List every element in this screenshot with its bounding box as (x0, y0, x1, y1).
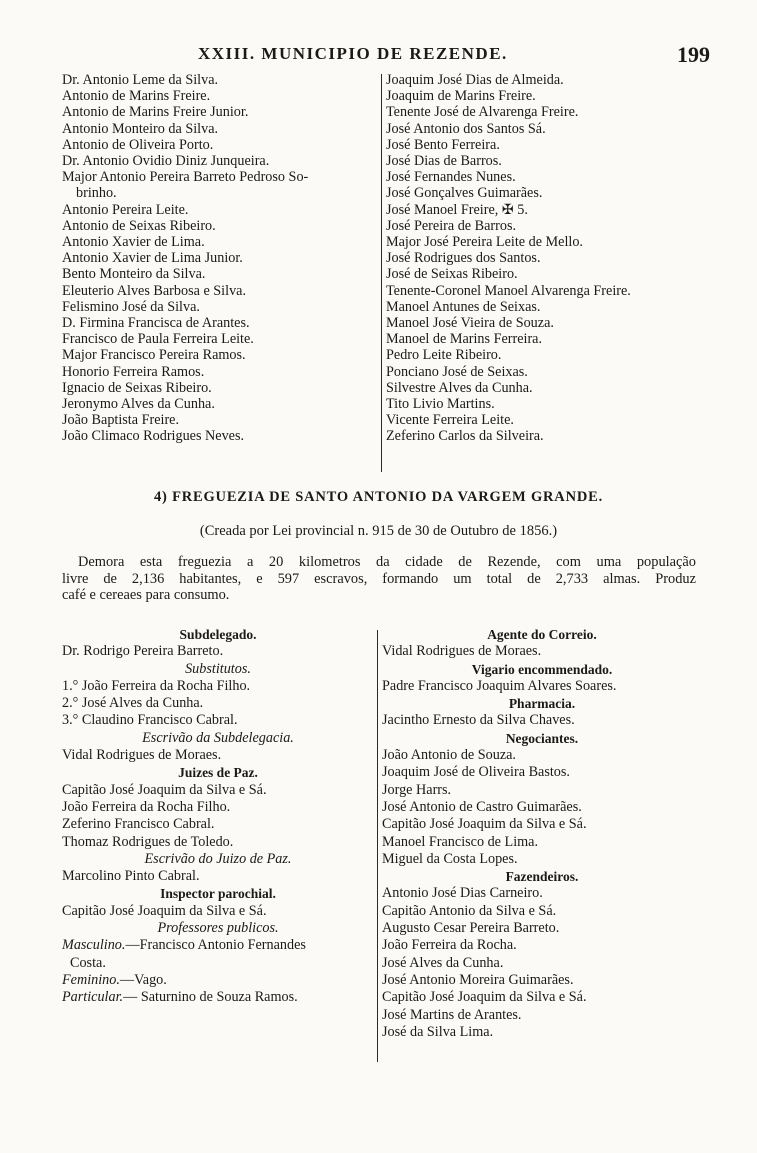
negociante-item: Jorge Harrs. (382, 781, 452, 798)
masculino-value: —Francisco Antonio Fernandes (125, 937, 306, 954)
list-item: Dr. Antonio Ovidio Diniz Junqueira. (62, 153, 270, 170)
list-item: Jeronymo Alves da Cunha. (62, 396, 215, 413)
list-item: Pedro Leite Ribeiro. (386, 347, 502, 364)
agente-heading: Agente do Correio. (487, 627, 597, 642)
fazendeiros-heading: Fazendeiros. (505, 869, 579, 885)
fazendeiro-item: João Ferreira da Rocha. (382, 937, 517, 954)
officials-right-column (382, 626, 702, 1041)
negociante-item: João Antonio de Souza. (382, 747, 516, 764)
fazendeiro-item: José da Silva Lima. (382, 1023, 494, 1040)
agente-name: Vidal Rodrigues de Moraes. (382, 643, 542, 660)
list-item: José Manoel Freire, ✠ 5. (386, 201, 528, 218)
vigario-name: Padre Francisco Joaquim Alvares Soares. (382, 677, 617, 694)
feminino-label: Feminino. (62, 971, 120, 988)
list-item: Tenente José de Alvarenga Freire. (386, 104, 579, 121)
negociante-item: Capitão José Joaquim da Silva e Sá. (382, 816, 587, 833)
escrivao-subdelegacia-name: Vidal Rodrigues de Moraes. (62, 747, 222, 764)
list-item: José Gonçalves Guimarães. (386, 185, 543, 202)
negociante-item: Joaquim José de Oliveira Bastos. (382, 764, 570, 781)
list-item: Major José Pereira Leite de Mello. (386, 234, 583, 251)
fazendeiro-item: José Martins de Arantes. (382, 1006, 522, 1023)
list-item: Tenente-Coronel Manoel Alvarenga Freire. (386, 282, 631, 299)
list-item: Antonio de Oliveira Porto. (62, 136, 214, 153)
list-item: Antonio de Marins Freire Junior. (62, 104, 249, 121)
page-number: 199 (677, 42, 710, 67)
paragraph-line: Demora esta freguezia a 20 kilometros da cidade de Rezende, com uma população (78, 554, 696, 570)
fazendeiro-item: Capitão Antonio da Silva e Sá. (382, 902, 557, 919)
list-item: João Baptista Freire. (62, 412, 180, 429)
vigario-heading: Vigario encommendado. (471, 661, 613, 677)
list-item: Ignacio de Seixas Ribeiro. (62, 379, 212, 396)
subdelegado-heading: Subdelegado. (179, 627, 257, 642)
list-item: Zeferino Carlos da Silveira. (386, 428, 544, 445)
professor-masculino-continuation: Costa. (70, 954, 106, 971)
list-item: Antonio Xavier de Lima Junior. (62, 250, 243, 267)
top-right-column (386, 72, 706, 445)
list-item: João Climaco Rodrigues Neves. (62, 428, 245, 445)
list-item: José de Seixas Ribeiro. (386, 266, 518, 283)
list-item: Joaquim José Dias de Almeida. (386, 72, 564, 88)
pharmacia-heading: Pharmacia. (508, 696, 576, 712)
list-item: José Fernandes Nunes. (386, 169, 516, 186)
negociantes-heading: Negociantes. (505, 730, 579, 746)
fazendeiro-item: Augusto Cesar Pereira Barreto. (382, 920, 560, 937)
substituto-item: 3.° Claudino Francisco Cabral. (62, 712, 238, 729)
list-item: Major Antonio Pereira Barreto Pedroso So- (62, 169, 309, 186)
list-item: Antonio de Seixas Ribeiro. (62, 217, 216, 234)
escrivao-subdelegacia-heading: Escrivão da Subdelegacia. (142, 729, 294, 746)
list-item: José Bento Ferreira. (386, 136, 500, 153)
juiz-item: Zeferino Francisco Cabral. (62, 816, 215, 833)
fazendeiro-item: José Alves da Cunha. (382, 954, 504, 971)
list-item: José Rodrigues dos Santos. (386, 250, 541, 267)
list-item: José Dias de Barros. (386, 153, 502, 170)
inspector-name: Capitão José Joaquim da Silva e Sá. (62, 902, 267, 919)
list-item: Eleuterio Alves Barbosa e Silva. (62, 282, 247, 299)
professor-masculino (62, 937, 374, 954)
substituto-item: 1.° João Ferreira da Rocha Filho. (62, 677, 251, 694)
list-item: José Pereira de Barros. (386, 217, 517, 234)
list-item: Antonio Xavier de Lima. (62, 234, 205, 251)
list-item: D. Firmina Francisca de Arantes. (62, 315, 250, 332)
top-left-column (62, 72, 380, 445)
inspector-heading: Inspector parochial. (160, 886, 276, 902)
list-item: Ponciano José de Seixas. (386, 363, 528, 380)
list-item-continuation: brinho. (76, 185, 117, 202)
list-item: Antonio Pereira Leite. (62, 201, 189, 218)
list-item: Honorio Ferreira Ramos. (62, 363, 205, 380)
paragraph-line: livre de 2,136 habitantes, e 597 escravos, formando um total de 2,733 almas. Produz (62, 570, 696, 587)
particular-label: Particular. (62, 989, 124, 1006)
escrivao-juizo-name: Marcolino Pinto Cabral. (62, 868, 200, 885)
list-item: Francisco de Paula Ferreira Leite. (62, 331, 254, 348)
page-title: XXIII. MUNICIPIO DE REZENDE. (198, 44, 508, 63)
negociante-item: José Antonio de Castro Guimarães. (382, 798, 582, 815)
fazendeiro-item: Antonio José Dias Carneiro. (382, 885, 543, 902)
section-paragraph (62, 554, 696, 604)
fazendeiro-item: Capitão José Joaquim da Silva e Sá. (382, 989, 587, 1006)
list-item: Felismino José da Silva. (62, 298, 200, 315)
list-item: Silvestre Alves da Cunha. (386, 379, 533, 396)
list-item: José Antonio dos Santos Sá. (386, 120, 546, 137)
juiz-item: Capitão José Joaquim da Silva e Sá. (62, 781, 267, 798)
list-item: Vicente Ferreira Leite. (386, 412, 514, 429)
list-item: Manoel Antunes de Seixas. (386, 298, 541, 315)
list-item: Antonio de Marins Freire. (62, 88, 211, 105)
escrivao-juizo-heading: Escrivão do Juizo de Paz. (144, 850, 292, 867)
list-item: Dr. Antonio Leme da Silva. (62, 72, 219, 88)
professores-heading: Professores publicos. (157, 920, 279, 937)
juiz-item: Thomaz Rodrigues de Toledo. (62, 833, 234, 850)
paragraph-line: café e cereaes para consumo. (62, 587, 230, 603)
juizes-heading: Juizes de Paz. (178, 765, 258, 781)
list-item: Bento Monteiro da Silva. (62, 266, 206, 283)
list-item: Manoel de Marins Ferreira. (386, 331, 543, 348)
masculino-label: Masculino. (62, 937, 126, 954)
particular-value: — Saturnino de Souza Ramos. (123, 989, 298, 1006)
feminino-value: —Vago. (119, 971, 167, 988)
professor-particular (62, 989, 374, 1006)
list-item: Tito Livio Martins. (386, 396, 495, 413)
list-item: Joaquim de Marins Freire. (386, 88, 536, 105)
professor-feminino (62, 972, 374, 989)
column-divider (381, 74, 382, 472)
list-item: Antonio Monteiro da Silva. (62, 120, 219, 137)
negociante-item: Miguel da Costa Lopes. (382, 850, 518, 867)
list-item: Major Francisco Pereira Ramos. (62, 347, 246, 364)
negociante-item: Manoel Francisco de Lima. (382, 833, 539, 850)
officials-left-column (62, 626, 374, 1007)
substituto-item: 2.° José Alves da Cunha. (62, 695, 204, 712)
subdelegado-name: Dr. Rodrigo Pereira Barreto. (62, 643, 224, 660)
section-subtitle: (Creada por Lei provincial n. 915 de 30 de Outubro de 1856.) (199, 523, 558, 539)
fazendeiro-item: José Antonio Moreira Guimarães. (382, 971, 574, 988)
substitutos-heading: Substitutos. (185, 660, 251, 677)
page-header (60, 42, 710, 70)
column-divider (377, 630, 378, 1062)
section-title: 4) FREGUEZIA DE SANTO ANTONIO DA VARGEM GRANDE. (153, 489, 604, 505)
list-item: Manoel José Vieira de Souza. (386, 315, 554, 332)
juiz-item: João Ferreira da Rocha Filho. (62, 798, 231, 815)
pharmacia-name: Jacintho Ernesto da Silva Chaves. (382, 712, 575, 729)
